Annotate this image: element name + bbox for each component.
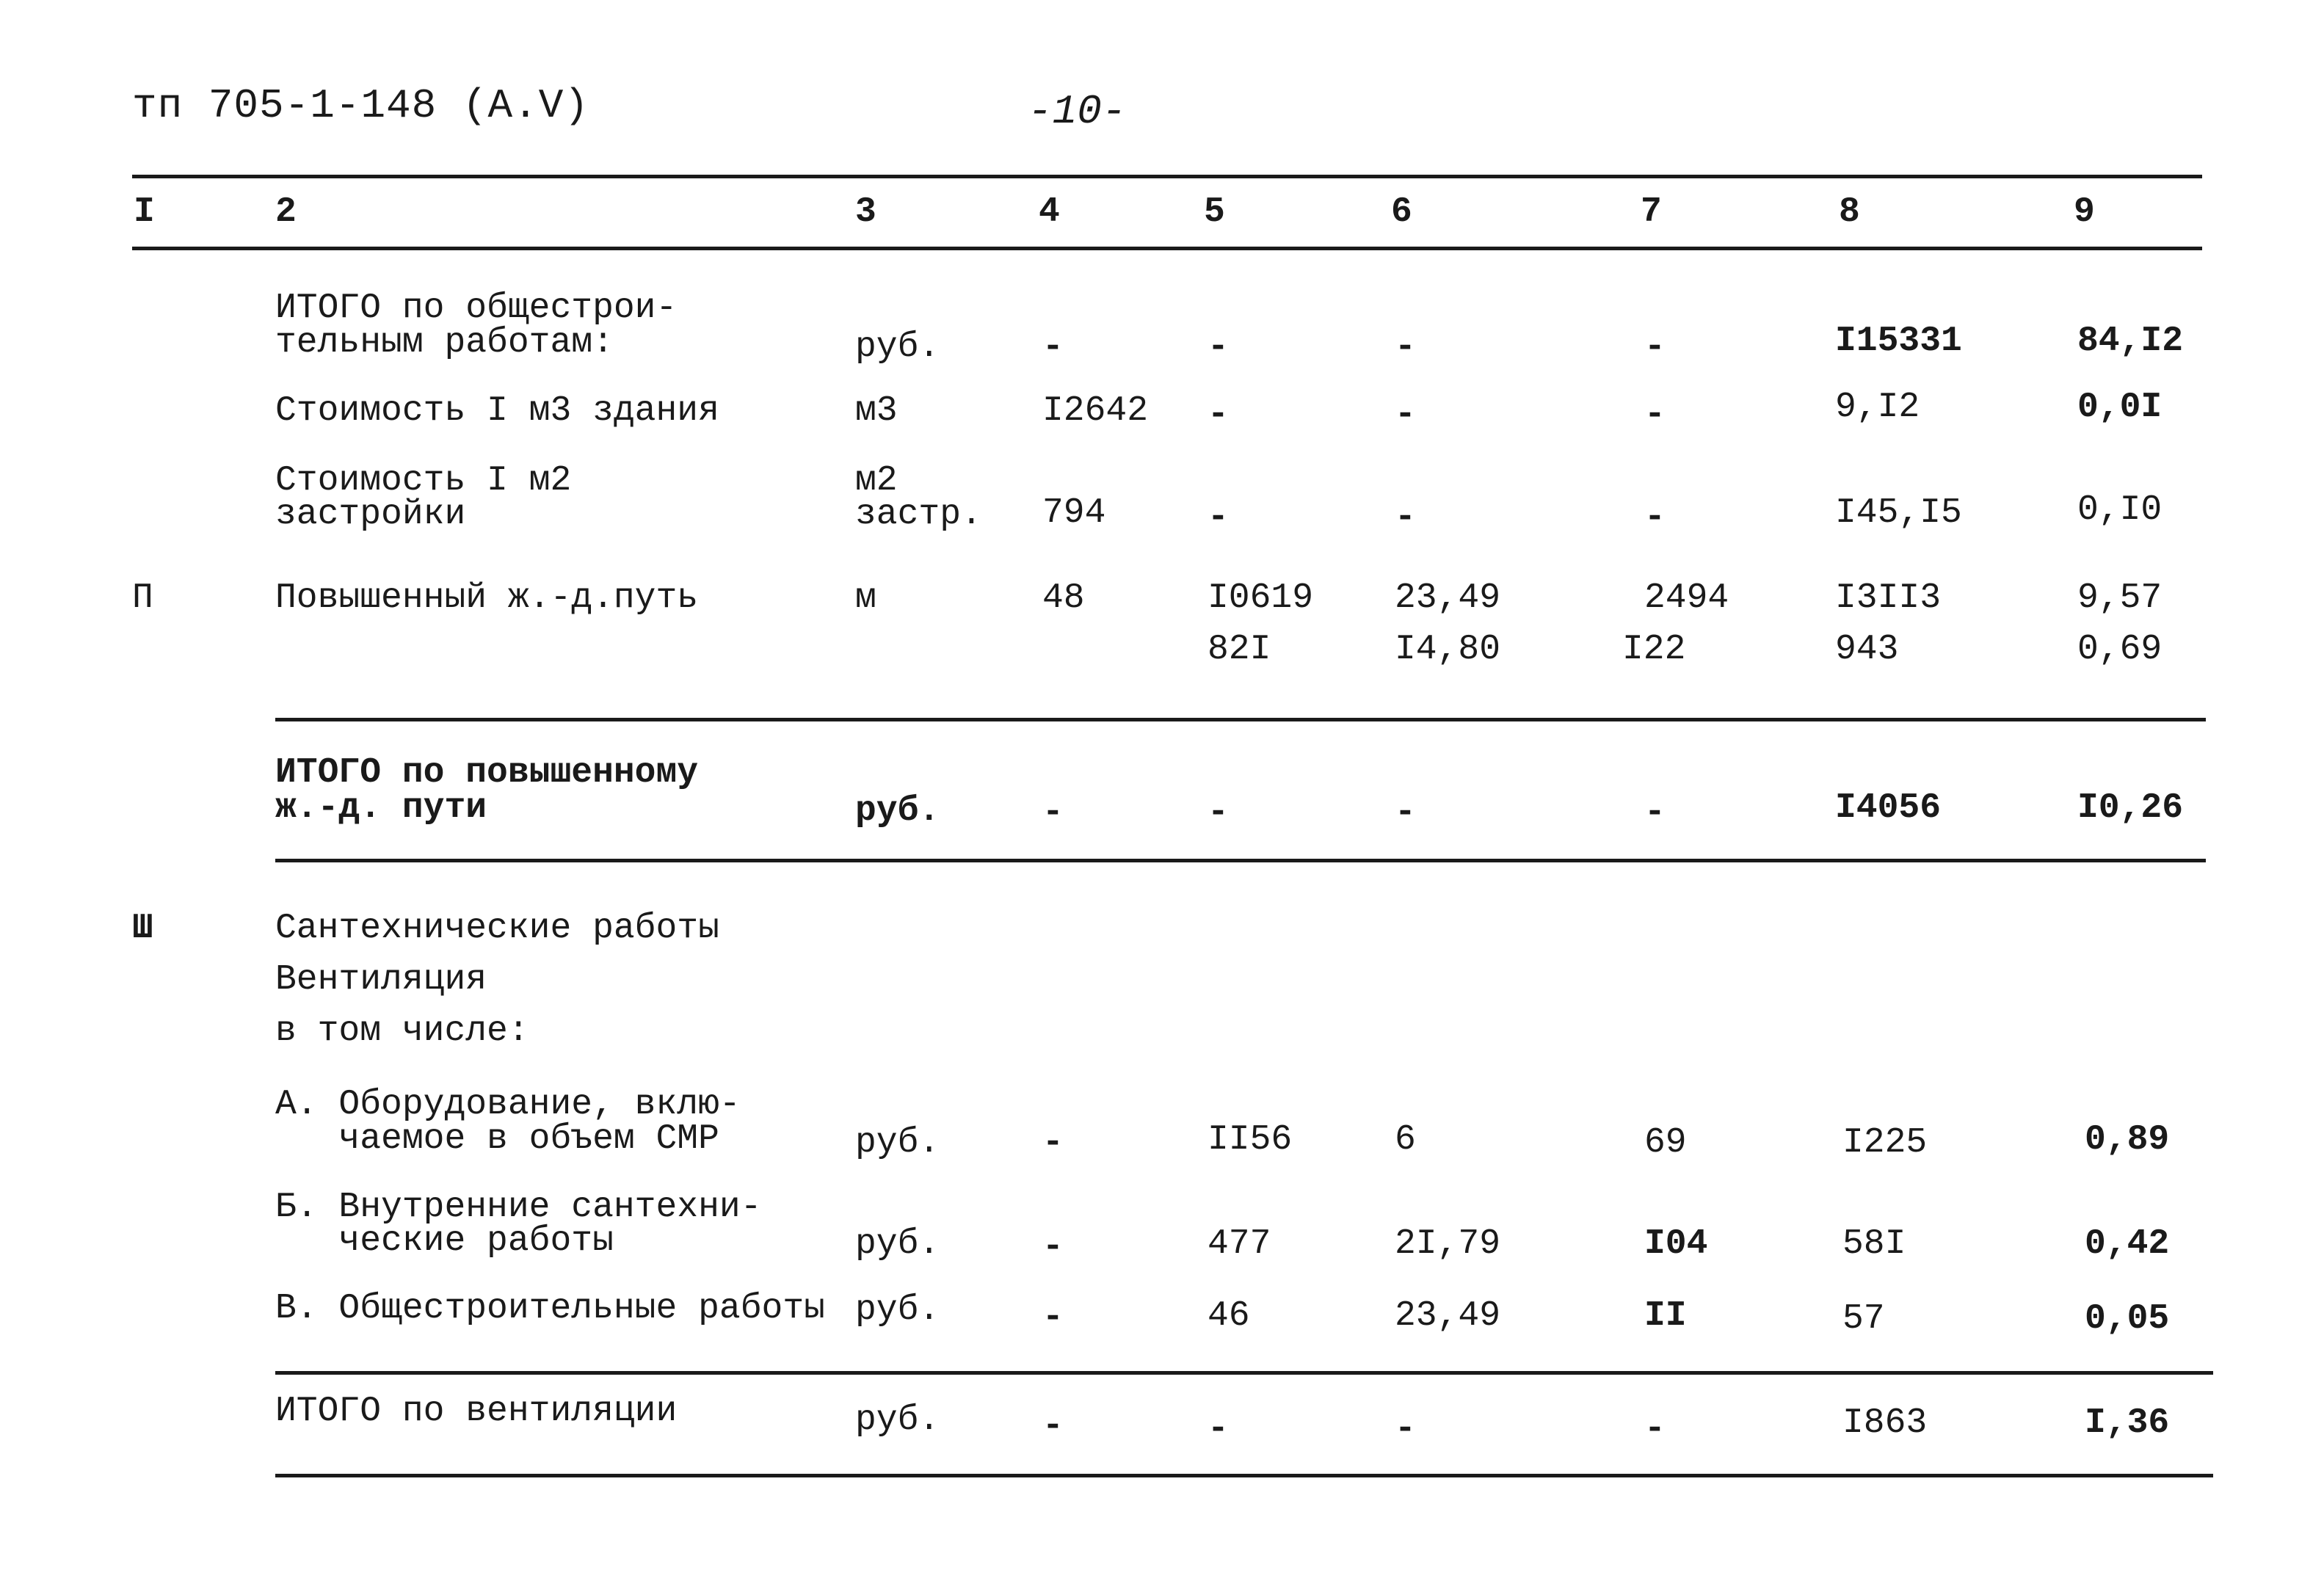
col-header-5: 5 <box>1204 192 1225 232</box>
row6-c7: 69 <box>1644 1123 1687 1163</box>
row9-c8: I863 <box>1842 1403 1928 1443</box>
row8-name: В. Общестроительные работы <box>275 1289 825 1328</box>
row4-c4: - <box>1042 793 1064 832</box>
document-code: тп 705-1-148 (А.V) <box>132 82 589 129</box>
row1-c4: I2642 <box>1042 391 1149 431</box>
table-top-rule <box>132 175 2202 178</box>
row4-name-line1: ИТОГО по повышенному <box>275 753 699 793</box>
row7-c4: - <box>1042 1227 1064 1267</box>
row2-c6: - <box>1395 498 1416 537</box>
row9-name: ИТОГО по вентиляции <box>275 1392 678 1431</box>
row6-c4: - <box>1042 1123 1064 1163</box>
row5-section: Ш <box>132 909 153 948</box>
row2-name-line2: застройки <box>275 495 466 534</box>
row1-c5: - <box>1208 395 1229 435</box>
row1-c6: - <box>1395 395 1416 435</box>
row0-c6: - <box>1395 327 1416 367</box>
row7-name-line2: ческие работы <box>275 1221 614 1261</box>
table-bottom-rule <box>275 1474 2213 1477</box>
row1-c8: 9,I2 <box>1835 388 1920 427</box>
row6-unit: руб. <box>855 1123 940 1163</box>
col-header-1: I <box>134 192 155 232</box>
row3-c7-line1: 2494 <box>1644 578 1729 618</box>
row7-name-line1: Б. Внутренние сантехни- <box>275 1188 762 1227</box>
col-header-6: 6 <box>1391 192 1412 232</box>
row0-unit: руб. <box>855 327 940 367</box>
row6-name-line2: чаемое в объем СМР <box>275 1119 719 1159</box>
row9-c9: I,36 <box>2085 1403 2170 1443</box>
row3-c4: 48 <box>1042 578 1085 618</box>
row1-unit: м3 <box>855 391 898 431</box>
row3-section: П <box>132 578 153 618</box>
row3-c5-line2: 82I <box>1208 630 1271 669</box>
row6-c5: II56 <box>1208 1120 1293 1160</box>
row3-unit: м <box>855 578 876 618</box>
row4-c5: - <box>1208 793 1229 832</box>
row2-unit-line1: м2 <box>855 461 898 501</box>
col-header-2: 2 <box>275 192 297 232</box>
row0-c5: - <box>1208 327 1229 367</box>
row0-name-line1: ИТОГО по общестрои- <box>275 288 678 328</box>
section2-rule <box>275 718 2206 721</box>
row5-name-line2: Вентиляция <box>275 960 487 1000</box>
row0-name-line2: тельным работам: <box>275 323 614 363</box>
row3-c7-line2: I22 <box>1622 630 1686 669</box>
row7-c6: 2I,79 <box>1395 1224 1501 1264</box>
col-header-3: 3 <box>855 192 876 232</box>
row7-unit: руб. <box>855 1224 940 1264</box>
row9-unit: руб. <box>855 1400 940 1440</box>
row6-c9: 0,89 <box>2085 1120 2170 1160</box>
row5-name-line3: в том числе: <box>275 1011 529 1051</box>
row8-unit: руб. <box>855 1290 940 1330</box>
row4-c9: I0,26 <box>2077 788 2184 828</box>
row9-c5: - <box>1208 1409 1229 1449</box>
row8-c9: 0,05 <box>2085 1299 2170 1339</box>
row9-c6: - <box>1395 1409 1416 1449</box>
row6-c6: 6 <box>1395 1120 1416 1160</box>
col-header-8: 8 <box>1839 192 1860 232</box>
row5-name-line1: Сантехнические работы <box>275 909 719 948</box>
row8-c8: 57 <box>1842 1299 1885 1339</box>
row1-c7: - <box>1644 395 1666 435</box>
row0-c8: I15331 <box>1835 321 1962 361</box>
row3-c9-line2: 0,69 <box>2077 630 2163 669</box>
row1-c9: 0,0I <box>2077 388 2163 427</box>
row3-c6-line1: 23,49 <box>1395 578 1501 618</box>
header-bottom-rule <box>132 247 2202 250</box>
page-number: -10- <box>1028 88 1127 135</box>
section2-total-rule <box>275 859 2206 862</box>
row0-c7: - <box>1644 327 1666 367</box>
row7-c8: 58I <box>1842 1224 1906 1264</box>
row7-c5: 477 <box>1208 1224 1271 1264</box>
row0-c9: 84,I2 <box>2077 321 2184 361</box>
row3-c8-line1: I3II3 <box>1835 578 1942 618</box>
row7-c9: 0,42 <box>2085 1224 2170 1264</box>
row8-c6: 23,49 <box>1395 1296 1501 1336</box>
col-header-9: 9 <box>2074 192 2095 232</box>
row2-unit-line2: застр. <box>855 495 982 534</box>
row2-c4: 794 <box>1042 493 1106 533</box>
row2-name-line1: Стоимость I м2 <box>275 461 572 501</box>
row2-c9: 0,I0 <box>2077 490 2163 530</box>
row3-c9-line1: 9,57 <box>2077 578 2163 618</box>
row6-name-line1: А. Оборудование, вклю- <box>275 1085 741 1124</box>
row2-c8: I45,I5 <box>1835 493 1962 533</box>
row2-c5: - <box>1208 498 1229 537</box>
col-header-7: 7 <box>1641 192 1662 232</box>
row4-c8: I4056 <box>1835 788 1942 828</box>
col-header-4: 4 <box>1039 192 1060 232</box>
row8-c7: II <box>1644 1296 1687 1336</box>
row3-c5-line1: I0619 <box>1208 578 1314 618</box>
row4-c6: - <box>1395 793 1416 832</box>
section3-rule <box>275 1371 2213 1375</box>
row3-c6-line2: I4,80 <box>1395 630 1501 669</box>
row4-c7: - <box>1644 793 1666 832</box>
row0-c4: - <box>1042 327 1064 367</box>
row3-name: Повышенный ж.-д.путь <box>275 578 699 618</box>
row8-c5: 46 <box>1208 1296 1250 1336</box>
row9-c7: - <box>1644 1409 1666 1449</box>
row9-c4: - <box>1042 1406 1064 1446</box>
row4-unit: руб. <box>855 791 940 831</box>
row3-c8-line2: 943 <box>1835 630 1899 669</box>
row4-name-line2: ж.-д. пути <box>275 788 487 828</box>
row7-c7: I04 <box>1644 1224 1708 1264</box>
row2-c7: - <box>1644 498 1666 537</box>
row6-c8: I225 <box>1842 1123 1928 1163</box>
row8-c4: - <box>1042 1298 1064 1337</box>
row1-name: Стоимость I м3 здания <box>275 391 719 431</box>
